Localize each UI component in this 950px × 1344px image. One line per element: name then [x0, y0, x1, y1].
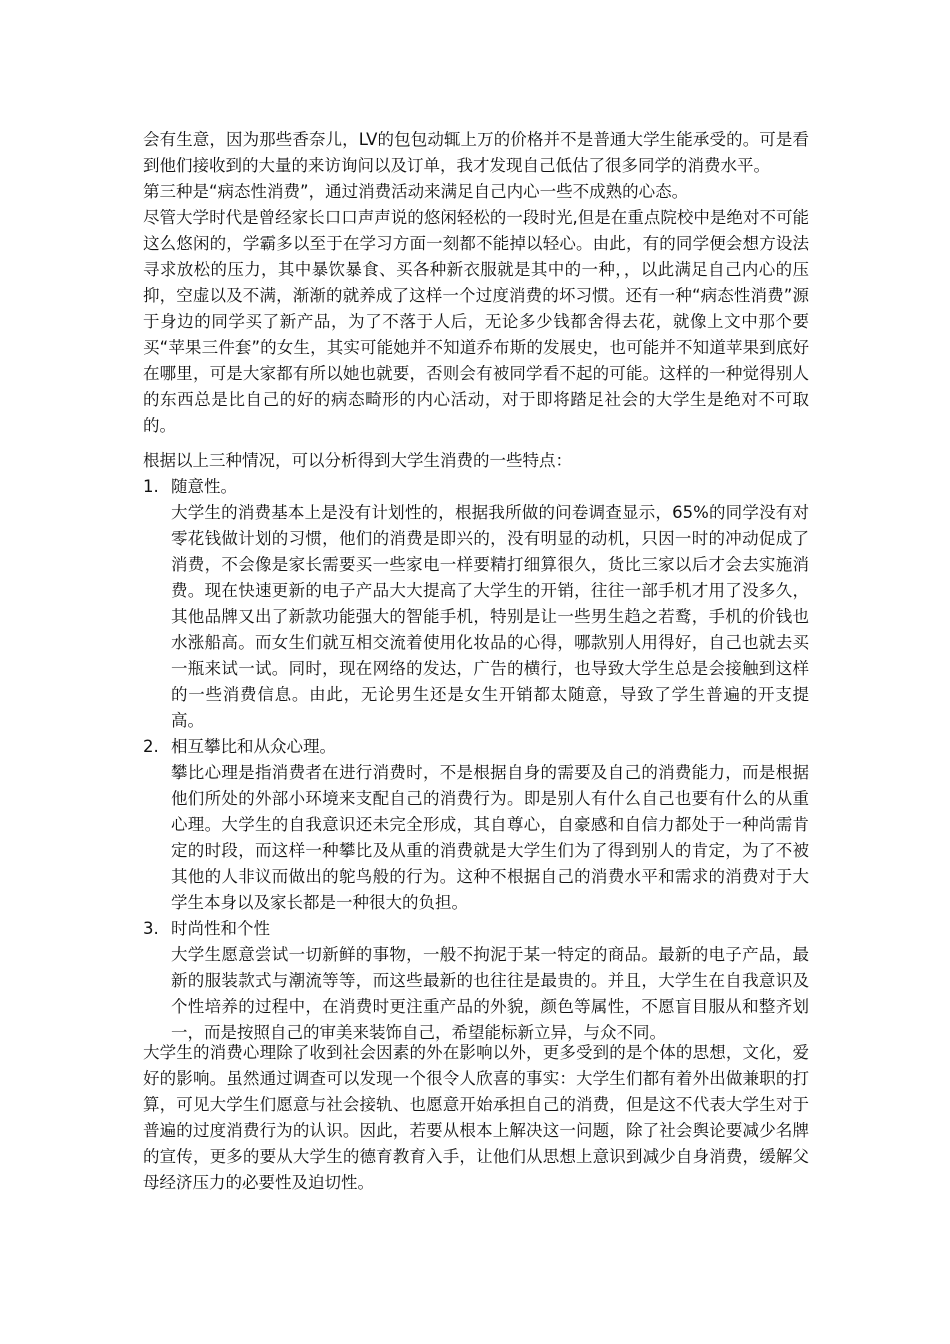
list-number: 3. [143, 919, 159, 938]
list-item-body: 大学生愿意尝试一切新鲜的事物，一般不拘泥于某一特定的商品。最新的电子产品，最新的服装款式与潮流等等，而这些最新的也往往是最贵的。并且，大学生在自我意识及个性培养的过程中，在消费时更注重产品的外貌，颜色等属性，不愿盲目服从和整齐划一，而是按照自己的审美来装饰自己，希望能标新立异，与众不同。 [171, 945, 809, 1042]
list-item-title: 相互攀比和从众心理。 [171, 737, 336, 756]
list-item-title: 随意性。 [171, 477, 237, 496]
paragraph-third-type: 第三种是“病态性消费”，通过消费活动来满足自己内心一些不成熟的心态。 [143, 182, 689, 201]
paragraph-continuation: 会有生意，因为那些香奈儿，LV的包包动辄上万的价格并不是普通大学生能承受的。可是看到他们接收到的大量的来访询问以及订单，我才发现自己低估了很多同学的消费水平。 [143, 130, 809, 175]
characteristics-section [143, 448, 809, 1046]
list-item-title: 时尚性和个性 [171, 919, 270, 938]
conclusion-section [143, 1040, 809, 1196]
characteristics-intro: 根据以上三种情况，可以分析得到大学生消费的一些特点： [143, 451, 572, 470]
paragraph-conclusion: 大学生的消费心理除了收到社会因素的外在影响以外，更多受到的是个体的思想，文化，爱好的影响。虽然通过调查可以发现一个很令人欣喜的事实：大学生们都有着外出做兼职的打算，可见大学生们愿意与社会接轨、也愿意开始承担自己的消费，但是这不代表大学生对于普遍的过度消费行为的认识。因此，若要从根本上解决这一问题，除了社会舆论要减少名牌的宣传，更多的要从大学生的德育教育入手，让他们从思想上意识到减少自身消费，缓解父母经济压力的必要性及迫切性。 [143, 1043, 809, 1192]
list-number: 1. [143, 477, 159, 496]
list-item-body: 大学生的消费基本上是没有计划性的，根据我所做的问卷调查显示，65%的同学没有对零花钱做计划的习惯，他们的消费是即兴的，没有明显的动机，只因一时的冲动促成了消费，不会像是家长需要买一些家电一样要精打细算很久，货比三家以后才会去实施消费。现在快速更新的电子产品大大提高了大学生的开销，往往一部手机才用了没多久，其他品牌又出了新款功能强大的智能手机，特别是让一些男生趋之若鹜，手机的价钱也水涨船高。而女生们就互相交流着使用化妆品的心得，哪款别人用得好，自己也就去买一瓶来试一试。同时，现在网络的发达，广告的横行，也导致大学生总是会接触到这样的一些消费信息。由此，无论男生还是女生开销都太随意，导致了学生普遍的开支提高。 [171, 503, 809, 730]
list-item-fashion [143, 916, 809, 1046]
intro-section [143, 127, 809, 439]
list-item-randomness [143, 474, 809, 734]
paragraph-pathological-consumption: 尽管大学时代是曾经家长口口声声说的悠闲轻松的一段时光,但是在重点院校中是绝对不可能这么悠闲的，学霸多以至于在学习方面一刻都不能掉以轻心。由此，有的同学便会想方设法寻求放松的压力，其中暴饮暴食、买各种新衣服就是其中的一种，，以此满足自己内心的压抑，空虚以及不满，渐渐的就养成了这样一个过度消费的坏习惯。还有一种“病态性消费”源于身边的同学买了新产品，为了不落于人后，无论多少钱都舍得去花，就像上文中那个要买“苹果三件套”的女生，其实可能她并不知道乔布斯的发展史，也可能并不知道苹果到底好在哪里，可是大家都有所以她也就要，否则会有被同学看不起的可能。这样的一种觉得别人的东西总是比自己的好的病态畸形的内心活动，对于即将踏足社会的大学生是绝对不可取的。 [143, 208, 809, 435]
list-item-body: 攀比心理是指消费者在进行消费时，不是根据自身的需要及自己的消费能力，而是根据他们所处的外部小环境来支配自己的消费行为。即是别人有什么自己也要有什么的从重心理。大学生的自我意识还未完全形成，其自尊心，自豪感和自信力都处于一种尚需肯定的时段，而这样一种攀比及从重的消费就是大学生们为了得到别人的肯定，为了不被其他的人非议而做出的鸵鸟般的行为。这种不根据自己的消费水平和需求的消费对于大学生本身以及家长都是一种很大的负担。 [171, 763, 809, 912]
list-number: 2. [143, 737, 159, 756]
list-item-comparison [143, 734, 809, 916]
